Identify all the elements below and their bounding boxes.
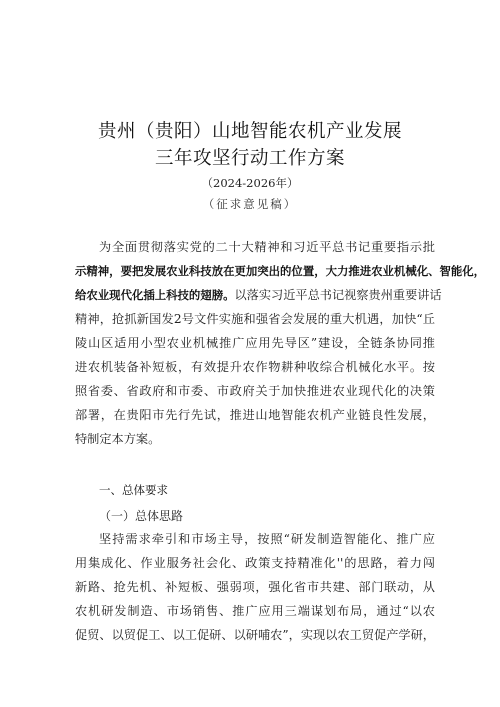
body-line-5: 促贸、以贸促工、以工促研、以研哺农”，实现以农工贸促产学研，	[75, 628, 435, 642]
intro-line-4: 精神，抢抓新国发2号文件实施和强省会发展的重大机遇，加快“丘	[75, 312, 435, 326]
body-line-3: 新路、抢先机、补短板、强弱项，强化省市共建、部门联动，从	[75, 580, 435, 594]
intro-line-8: 部署，在贵阳市先行先试，推进山地智能农机产业链良性发展，	[75, 408, 435, 422]
intro-line-7: 照省委、省政府和市委、市政府关于加快推进农业现代化的决策	[75, 384, 435, 398]
intro-line-3-regular: 以落实习近平总书记视察贵州重要讲话	[234, 288, 442, 302]
draft-label: （征求意见稿）	[202, 197, 298, 211]
intro-line-3-bold: 给农业现代化插上科技的翅膀。	[75, 288, 235, 302]
body-line-1: 坚持需求牵引和市场主导，按照“研发制造智能化、推广应	[99, 532, 435, 546]
intro-line-9: 特制定本方案。	[75, 432, 161, 446]
document-years: （2024-2026年）	[201, 176, 299, 190]
document-title-line-2: 三年攻坚行动工作方案	[154, 148, 345, 169]
intro-line-6: 进农机装备补短板，有效提升农作物耕种收综合机械化水平。按	[75, 360, 435, 374]
document-title-line-1: 贵州（贵阳）山地智能农机产业发展	[97, 121, 402, 142]
section-heading-1: 一、总体要求	[99, 483, 168, 497]
body-line-2: 用集成化、作业服务社会化、政策支持精准化''的思路，着力闯	[75, 556, 435, 570]
body-line-4: 农机研发制造、市场销售、推广应用三端谋划布局，通过“以农	[75, 604, 435, 618]
intro-line-3	[75, 287, 442, 303]
intro-line-2: 示精神，要把发展农业科技放在更加突出的位置，大力推进农业机械化、智能化，	[75, 264, 486, 278]
intro-line-1: 为全面贯彻落实党的二十大精神和习近平总书记重要指示批	[99, 240, 435, 254]
intro-line-5: 陵山区适用小型农业机械推广应用先导区”建设，全链条协同推	[75, 336, 435, 350]
subsection-heading-1-1: （一）总体思路	[99, 509, 184, 523]
